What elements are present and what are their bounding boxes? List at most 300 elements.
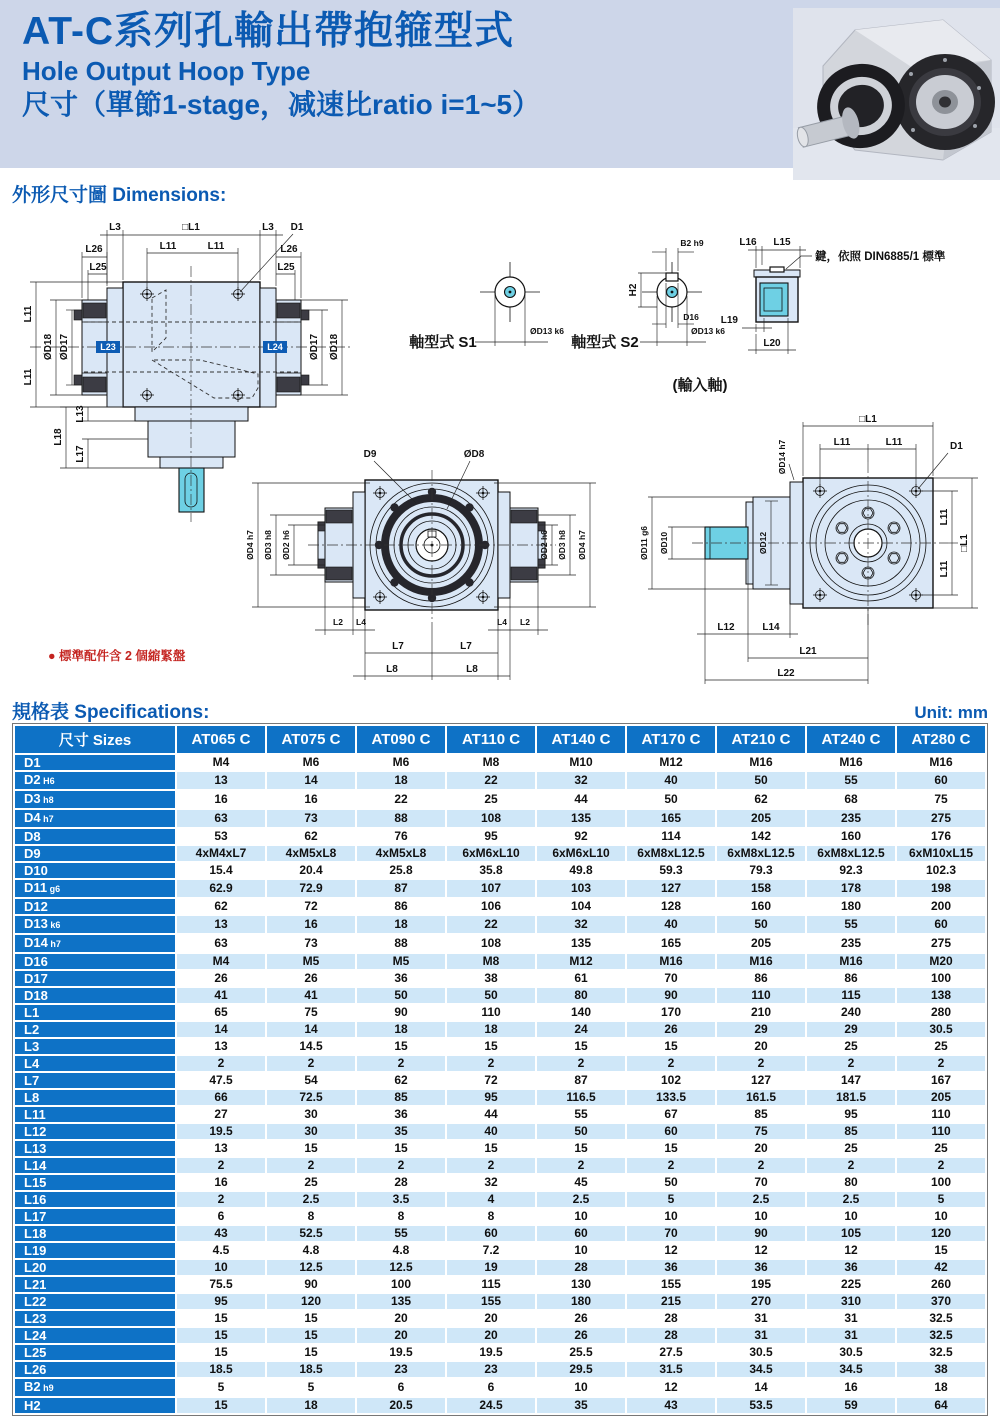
dimensions-section-title: 外形尺寸圖 Dimensions: — [12, 185, 227, 206]
table-row — [15, 1209, 985, 1224]
dim-label: □L1 — [859, 414, 877, 425]
value-cell: 72 — [447, 1073, 535, 1088]
value-cell: 140 — [537, 1005, 625, 1020]
table-row — [15, 916, 985, 933]
model-column-header: AT240 C — [807, 726, 895, 753]
dimension-code: L4 — [24, 1056, 40, 1071]
value-cell: 50 — [717, 916, 805, 933]
unit-label: Unit: mm — [914, 703, 988, 722]
value-cell: 38 — [897, 1362, 985, 1377]
value-cell: 26 — [267, 971, 355, 986]
value-cell: M4 — [177, 954, 265, 969]
value-cell: 215 — [627, 1294, 715, 1309]
row-label — [15, 1090, 175, 1105]
output-flange-front-view — [245, 449, 596, 680]
dim-label: ØD4 h7 — [245, 530, 255, 560]
value-cell: 8 — [357, 1209, 445, 1224]
table-row — [15, 1294, 985, 1309]
value-cell: 20 — [357, 1328, 445, 1343]
specifications-heading — [12, 697, 988, 724]
shaft-type-s1-label: 軸型式 S1 — [409, 334, 477, 351]
value-cell: 36 — [627, 1260, 715, 1275]
value-cell: 25 — [807, 1141, 895, 1156]
value-cell: 2.5 — [537, 1192, 625, 1207]
value-cell: 32 — [447, 1175, 535, 1190]
dim-label: L4 — [497, 617, 507, 627]
dim-label: ØD8 — [463, 449, 485, 460]
value-cell: 2 — [177, 1158, 265, 1173]
value-cell: 2.5 — [807, 1192, 895, 1207]
value-cell: 75.5 — [177, 1277, 265, 1292]
table-row — [15, 1379, 985, 1396]
value-cell: 63 — [177, 810, 265, 827]
table-row — [15, 988, 985, 1003]
value-cell: 25 — [897, 1039, 985, 1054]
value-cell: 14 — [267, 1022, 355, 1037]
value-cell: 165 — [627, 810, 715, 827]
value-cell: M4 — [177, 755, 265, 770]
row-label — [15, 971, 175, 986]
tolerance-suffix: h7 — [40, 814, 54, 824]
value-cell: 23 — [357, 1362, 445, 1377]
table-row — [15, 1056, 985, 1071]
value-cell: 210 — [717, 1005, 805, 1020]
table-row — [15, 954, 985, 969]
dimension-code: L15 — [24, 1175, 47, 1190]
value-cell: M6 — [267, 755, 355, 770]
value-cell: 106 — [447, 899, 535, 914]
dimension-code: L19 — [24, 1243, 47, 1258]
table-row — [15, 1158, 985, 1173]
dim-label: L13 — [75, 405, 86, 423]
row-label — [15, 1022, 175, 1037]
table-row — [15, 810, 985, 827]
value-cell: 2 — [717, 1056, 805, 1071]
value-cell: 10 — [897, 1209, 985, 1224]
row-label — [15, 1294, 175, 1309]
value-cell: 15 — [357, 1141, 445, 1156]
table-row — [15, 829, 985, 844]
value-cell: 50 — [447, 988, 535, 1003]
row-label — [15, 1175, 175, 1190]
value-cell: 10 — [627, 1209, 715, 1224]
header-titles — [22, 8, 540, 122]
model-column-header: AT065 C — [177, 726, 265, 753]
value-cell: 100 — [897, 1175, 985, 1190]
value-cell: 86 — [357, 899, 445, 914]
value-cell: 90 — [357, 1005, 445, 1020]
value-cell: 68 — [807, 791, 895, 808]
table-row — [15, 880, 985, 897]
value-cell: 135 — [357, 1294, 445, 1309]
dimension-drawings — [0, 210, 1000, 697]
value-cell: 67 — [627, 1107, 715, 1122]
value-cell: 16 — [267, 791, 355, 808]
value-cell: 31 — [807, 1311, 895, 1326]
dim-label: L15 — [773, 237, 791, 248]
value-cell: 40 — [627, 916, 715, 933]
value-cell: 12 — [717, 1243, 805, 1258]
dim-label: L16 — [739, 237, 757, 248]
value-cell: 22 — [447, 772, 535, 789]
value-cell: 29 — [807, 1022, 895, 1037]
value-cell: 32.5 — [897, 1328, 985, 1343]
dimension-code: L1 — [24, 1005, 40, 1020]
value-cell: 165 — [627, 935, 715, 952]
value-cell: M12 — [627, 755, 715, 770]
table-row — [15, 1090, 985, 1105]
value-cell: 90 — [627, 988, 715, 1003]
value-cell: 235 — [807, 810, 895, 827]
table-row — [15, 1277, 985, 1292]
dim-label: ØD10 — [659, 531, 669, 555]
table-row — [15, 772, 985, 789]
dim-label: L11 — [23, 368, 34, 386]
value-cell: 205 — [717, 935, 805, 952]
dim-label: ØD3 h8 — [557, 530, 567, 560]
value-cell: 18 — [357, 1022, 445, 1037]
table-row — [15, 1073, 985, 1088]
value-cell: 87 — [537, 1073, 625, 1088]
dim-label: ØD18 — [329, 333, 340, 361]
row-label — [15, 954, 175, 969]
value-cell: 135 — [537, 935, 625, 952]
dim-label: ØD14 h7 — [777, 439, 787, 475]
value-cell: 10 — [717, 1209, 805, 1224]
table-row — [15, 1141, 985, 1156]
dim-label: L25 — [89, 262, 107, 273]
table-row — [15, 1345, 985, 1360]
value-cell: 20 — [447, 1311, 535, 1326]
value-cell: 50 — [537, 1124, 625, 1139]
value-cell: 275 — [897, 810, 985, 827]
value-cell: 34.5 — [807, 1362, 895, 1377]
dimension-code: L11 — [24, 1107, 46, 1122]
value-cell: 4xM5xL8 — [357, 846, 445, 861]
value-cell: 6xM8xL12.5 — [807, 846, 895, 861]
model-column-header: AT210 C — [717, 726, 805, 753]
value-cell: 108 — [447, 810, 535, 827]
value-cell: 15 — [177, 1345, 265, 1360]
value-cell: 147 — [807, 1073, 895, 1088]
value-cell: 24 — [537, 1022, 625, 1037]
value-cell: 45 — [537, 1175, 625, 1190]
value-cell: 60 — [897, 772, 985, 789]
value-cell: 60 — [537, 1226, 625, 1241]
row-label — [15, 1107, 175, 1122]
value-cell: 49.8 — [537, 863, 625, 878]
row-label — [15, 1260, 175, 1275]
dim-label: □L1 — [959, 534, 970, 552]
sizes-column-header: 尺寸 Sizes — [15, 726, 175, 753]
value-cell: 25 — [447, 791, 535, 808]
table-row — [15, 1039, 985, 1054]
row-label — [15, 899, 175, 914]
row-label — [15, 829, 175, 844]
dimension-code: H2 — [24, 1398, 41, 1413]
value-cell: 5 — [627, 1192, 715, 1207]
value-cell: 18 — [357, 772, 445, 789]
value-cell: 225 — [807, 1277, 895, 1292]
value-cell: 6xM8xL12.5 — [627, 846, 715, 861]
dim-label: ØD11 g6 — [639, 525, 649, 561]
input-shaft-side-view — [721, 237, 946, 354]
dimension-code: D18 — [24, 988, 48, 1003]
value-cell: 205 — [897, 1090, 985, 1105]
value-cell: 18 — [267, 1398, 355, 1413]
value-cell: M8 — [447, 954, 535, 969]
value-cell: 10 — [537, 1243, 625, 1258]
value-cell: 205 — [717, 810, 805, 827]
value-cell: 20 — [717, 1039, 805, 1054]
value-cell: 127 — [627, 880, 715, 897]
value-cell: 2 — [447, 1056, 535, 1071]
value-cell: 32.5 — [897, 1345, 985, 1360]
value-cell: 103 — [537, 880, 625, 897]
value-cell: 6 — [447, 1379, 535, 1396]
value-cell: M16 — [807, 954, 895, 969]
value-cell: 62.9 — [177, 880, 265, 897]
row-label — [15, 988, 175, 1003]
dim-label: ØD17 — [309, 333, 320, 361]
dimension-code: D9 — [24, 846, 41, 861]
dimension-code: D1 — [24, 755, 41, 770]
dim-label: D9 — [363, 449, 377, 460]
value-cell: 73 — [267, 935, 355, 952]
value-cell: 2 — [807, 1056, 895, 1071]
value-cell: 40 — [447, 1124, 535, 1139]
value-cell: 36 — [357, 971, 445, 986]
value-cell: 90 — [267, 1277, 355, 1292]
row-label — [15, 1124, 175, 1139]
value-cell: 155 — [447, 1294, 535, 1309]
dim-label: ØD18 — [43, 333, 54, 361]
value-cell: 72.5 — [267, 1090, 355, 1105]
value-cell: 15 — [357, 1039, 445, 1054]
value-cell: 12 — [807, 1243, 895, 1258]
dim-label: L7 — [392, 641, 404, 652]
value-cell: 31 — [807, 1328, 895, 1343]
dimension-code: L25 — [24, 1345, 47, 1360]
row-label — [15, 1328, 175, 1343]
value-cell: 12.5 — [267, 1260, 355, 1275]
row-label — [15, 1158, 175, 1173]
value-cell: 55 — [537, 1107, 625, 1122]
value-cell: 15 — [897, 1243, 985, 1258]
dim-label: L23 — [100, 342, 116, 352]
row-label — [15, 1362, 175, 1377]
value-cell: 61 — [537, 971, 625, 986]
row-label — [15, 1379, 175, 1396]
value-cell: M16 — [807, 755, 895, 770]
value-cell: 13 — [177, 772, 265, 789]
value-cell: 50 — [627, 1175, 715, 1190]
value-cell: 2 — [627, 1158, 715, 1173]
value-cell: 90 — [717, 1226, 805, 1241]
value-cell: 370 — [897, 1294, 985, 1309]
value-cell: 2 — [447, 1158, 535, 1173]
value-cell: 95 — [177, 1294, 265, 1309]
value-cell: 30.5 — [807, 1345, 895, 1360]
dim-label: L19 — [720, 315, 738, 326]
value-cell: 41 — [177, 988, 265, 1003]
dimension-code: D12 — [24, 899, 48, 914]
row-label — [15, 1073, 175, 1088]
value-cell: 5 — [177, 1379, 265, 1396]
row-label — [15, 1056, 175, 1071]
row-label — [15, 1311, 175, 1326]
model-column-header: AT170 C — [627, 726, 715, 753]
value-cell: 13 — [177, 916, 265, 933]
dimension-code: L12 — [24, 1124, 47, 1139]
value-cell: 62 — [177, 899, 265, 914]
value-cell: 14 — [177, 1022, 265, 1037]
dimension-code: D3 — [24, 791, 41, 806]
spec-table-body — [15, 755, 985, 1413]
dim-label: B2 h9 — [680, 238, 704, 248]
value-cell: 8 — [267, 1209, 355, 1224]
table-row — [15, 1398, 985, 1413]
value-cell: 50 — [717, 772, 805, 789]
value-cell: 65 — [177, 1005, 265, 1020]
dimension-code: L3 — [24, 1039, 40, 1054]
value-cell: 15 — [267, 1328, 355, 1343]
dimension-code: D16 — [24, 954, 48, 969]
value-cell: 31 — [717, 1311, 805, 1326]
value-cell: 36 — [807, 1260, 895, 1275]
value-cell: 4.5 — [177, 1243, 265, 1258]
model-column-header: AT140 C — [537, 726, 625, 753]
row-label — [15, 880, 175, 897]
value-cell: M12 — [537, 954, 625, 969]
dim-label: L2 — [333, 617, 343, 627]
value-cell: M16 — [897, 755, 985, 770]
table-row — [15, 1328, 985, 1343]
row-label — [15, 916, 175, 933]
value-cell: 116.5 — [537, 1090, 625, 1105]
value-cell: 260 — [897, 1277, 985, 1292]
dim-label: L3 — [262, 222, 274, 233]
row-label — [15, 1243, 175, 1258]
dim-label: D1 — [290, 222, 304, 233]
dimension-code: L13 — [24, 1141, 47, 1156]
value-cell: 26 — [627, 1022, 715, 1037]
table-row — [15, 846, 985, 861]
value-cell: 7.2 — [447, 1243, 535, 1258]
dim-label: ØD17 — [59, 333, 70, 361]
table-row — [15, 1192, 985, 1207]
dim-label: ØD2 h6 — [539, 530, 549, 560]
value-cell: 10 — [537, 1209, 625, 1224]
value-cell: 2 — [717, 1158, 805, 1173]
dim-label: L11 — [159, 241, 177, 252]
value-cell: 2 — [177, 1192, 265, 1207]
value-cell: 85 — [807, 1124, 895, 1139]
row-label — [15, 810, 175, 827]
value-cell: 25 — [807, 1039, 895, 1054]
dim-label: L25 — [277, 262, 295, 273]
value-cell: 20 — [447, 1328, 535, 1343]
value-cell: 31 — [717, 1328, 805, 1343]
value-cell: 5 — [897, 1192, 985, 1207]
value-cell: 4xM4xL7 — [177, 846, 265, 861]
value-cell: 36 — [717, 1260, 805, 1275]
value-cell: 4xM5xL8 — [267, 846, 355, 861]
dimension-code: L14 — [24, 1158, 47, 1173]
value-cell: 115 — [447, 1277, 535, 1292]
value-cell: 235 — [807, 935, 895, 952]
value-cell: 15 — [447, 1141, 535, 1156]
row-label — [15, 1039, 175, 1054]
value-cell: 14 — [717, 1379, 805, 1396]
value-cell: 178 — [807, 880, 895, 897]
value-cell: 100 — [897, 971, 985, 986]
value-cell: 280 — [897, 1005, 985, 1020]
dim-label: L4 — [356, 617, 366, 627]
value-cell: 15 — [267, 1141, 355, 1156]
value-cell: 35 — [537, 1398, 625, 1413]
value-cell: 26 — [177, 971, 265, 986]
front-view-drawing — [23, 222, 352, 522]
value-cell: 181.5 — [807, 1090, 895, 1105]
value-cell: 75 — [267, 1005, 355, 1020]
model-column-header: AT110 C — [447, 726, 535, 753]
value-cell: 12.5 — [357, 1260, 445, 1275]
dimension-code: D11 — [24, 880, 48, 895]
value-cell: 6xM6xL10 — [447, 846, 535, 861]
value-cell: 18 — [447, 1022, 535, 1037]
value-cell: 88 — [357, 810, 445, 827]
dim-label: □L1 — [182, 222, 200, 233]
value-cell: 138 — [897, 988, 985, 1003]
value-cell: 120 — [897, 1226, 985, 1241]
value-cell: 25.8 — [357, 863, 445, 878]
value-cell: 10 — [537, 1379, 625, 1396]
shaft-type-s1-drawing — [409, 262, 564, 351]
value-cell: 102.3 — [897, 863, 985, 878]
value-cell: 47.5 — [177, 1073, 265, 1088]
value-cell: 27 — [177, 1107, 265, 1122]
side-view-drawing — [639, 414, 978, 684]
value-cell: 15 — [627, 1039, 715, 1054]
dim-label: L21 — [799, 646, 817, 657]
dimension-code: B2 — [24, 1379, 41, 1394]
dimension-code: L23 — [24, 1311, 47, 1326]
value-cell: 32.5 — [897, 1311, 985, 1326]
value-cell: 87 — [357, 880, 445, 897]
standard-accessories-note: ● 標準配件含 2 個縮緊盤 — [48, 649, 186, 663]
table-row — [15, 791, 985, 808]
gearbox-photo-illustration — [793, 8, 1000, 180]
value-cell: 195 — [717, 1277, 805, 1292]
value-cell: 73 — [267, 810, 355, 827]
table-row — [15, 863, 985, 878]
value-cell: 18.5 — [177, 1362, 265, 1377]
dim-label: L8 — [386, 664, 398, 675]
value-cell: M5 — [267, 954, 355, 969]
row-label — [15, 1005, 175, 1020]
dimension-code: L16 — [24, 1192, 47, 1207]
product-photo — [793, 8, 1000, 180]
value-cell: 160 — [717, 899, 805, 914]
value-cell: 72.9 — [267, 880, 355, 897]
value-cell: M16 — [717, 755, 805, 770]
value-cell: 15 — [177, 1311, 265, 1326]
dim-label: L8 — [466, 664, 478, 675]
model-column-header: AT090 C — [357, 726, 445, 753]
value-cell: 105 — [807, 1226, 895, 1241]
value-cell: 6xM8xL12.5 — [717, 846, 805, 861]
